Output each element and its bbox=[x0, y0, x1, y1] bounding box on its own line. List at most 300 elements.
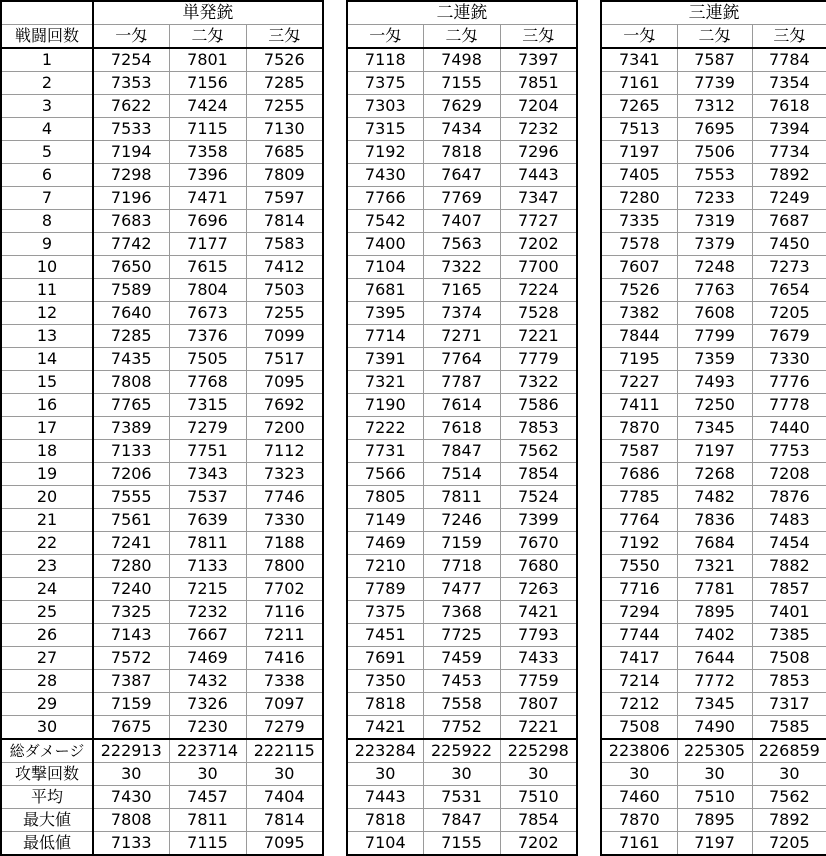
damage-cell: 7202 bbox=[500, 233, 577, 256]
sub-header: 一匁 bbox=[93, 25, 169, 49]
battle-number: 23 bbox=[1, 555, 93, 578]
max-row bbox=[1, 809, 826, 832]
damage-cell: 7793 bbox=[500, 624, 577, 647]
damage-cell: 7526 bbox=[601, 279, 677, 302]
damage-cell: 7513 bbox=[601, 118, 677, 141]
damage-cell: 7853 bbox=[752, 670, 826, 693]
damage-cell: 7639 bbox=[169, 509, 246, 532]
damage-cell: 7188 bbox=[246, 532, 323, 555]
summary-value: 7155 bbox=[423, 832, 500, 856]
damage-cell: 7240 bbox=[93, 578, 169, 601]
damage-cell: 7811 bbox=[169, 532, 246, 555]
spacer-cell bbox=[577, 25, 601, 49]
damage-cell: 7640 bbox=[93, 302, 169, 325]
spacer-cell bbox=[577, 210, 601, 233]
damage-cell: 7133 bbox=[93, 440, 169, 463]
damage-cell: 7279 bbox=[246, 716, 323, 740]
spacer-cell bbox=[323, 716, 347, 740]
damage-cell: 7804 bbox=[169, 279, 246, 302]
damage-cell: 7097 bbox=[246, 693, 323, 716]
battle-number: 8 bbox=[1, 210, 93, 233]
damage-cell: 7255 bbox=[246, 302, 323, 325]
summary-label: 総ダメージ bbox=[1, 739, 93, 763]
damage-cell: 7675 bbox=[93, 716, 169, 740]
summary-value: 7161 bbox=[601, 832, 677, 856]
damage-cell: 7215 bbox=[169, 578, 246, 601]
damage-cell: 7685 bbox=[246, 141, 323, 164]
damage-cell: 7566 bbox=[347, 463, 423, 486]
damage-cell: 7764 bbox=[423, 348, 500, 371]
summary-value: 222913 bbox=[93, 739, 169, 763]
spacer-cell bbox=[323, 578, 347, 601]
damage-cell: 7454 bbox=[752, 532, 826, 555]
table-row bbox=[1, 371, 826, 394]
damage-cell: 7716 bbox=[601, 578, 677, 601]
spacer-cell bbox=[577, 256, 601, 279]
summary-value: 223714 bbox=[169, 739, 246, 763]
damage-cell: 7280 bbox=[601, 187, 677, 210]
damage-cell: 7155 bbox=[423, 72, 500, 95]
damage-cell: 7700 bbox=[500, 256, 577, 279]
battle-number: 1 bbox=[1, 48, 93, 72]
spacer-cell bbox=[577, 417, 601, 440]
battle-number: 7 bbox=[1, 187, 93, 210]
damage-cell: 7330 bbox=[752, 348, 826, 371]
damage-cell: 7892 bbox=[752, 164, 826, 187]
summary-value: 7562 bbox=[752, 786, 826, 809]
damage-cell: 7133 bbox=[169, 555, 246, 578]
damage-cell: 7776 bbox=[752, 371, 826, 394]
damage-cell: 7255 bbox=[246, 95, 323, 118]
damage-cell: 7149 bbox=[347, 509, 423, 532]
damage-cell: 7405 bbox=[601, 164, 677, 187]
damage-cell: 7387 bbox=[93, 670, 169, 693]
battle-number: 13 bbox=[1, 325, 93, 348]
table-row bbox=[1, 279, 826, 302]
damage-cell: 7670 bbox=[500, 532, 577, 555]
damage-cell: 7412 bbox=[246, 256, 323, 279]
damage-cell: 7725 bbox=[423, 624, 500, 647]
damage-cell: 7751 bbox=[169, 440, 246, 463]
battle-number: 12 bbox=[1, 302, 93, 325]
table-row bbox=[1, 693, 826, 716]
damage-cell: 7221 bbox=[500, 716, 577, 740]
damage-cell: 7876 bbox=[752, 486, 826, 509]
damage-cell: 7440 bbox=[752, 417, 826, 440]
summary-value: 225298 bbox=[500, 739, 577, 763]
damage-cell: 7453 bbox=[423, 670, 500, 693]
damage-cell: 7435 bbox=[93, 348, 169, 371]
damage-cell: 7508 bbox=[752, 647, 826, 670]
damage-cell: 7230 bbox=[169, 716, 246, 740]
sub-header: 二匁 bbox=[169, 25, 246, 49]
spacer-cell bbox=[323, 325, 347, 348]
table-row bbox=[1, 302, 826, 325]
summary-label: 攻撃回数 bbox=[1, 763, 93, 786]
spacer-cell bbox=[323, 279, 347, 302]
summary-value: 7205 bbox=[752, 832, 826, 856]
damage-cell: 7115 bbox=[169, 118, 246, 141]
summary-value: 7895 bbox=[677, 809, 752, 832]
damage-cell: 7781 bbox=[677, 578, 752, 601]
damage-cell: 7399 bbox=[500, 509, 577, 532]
spacer-cell bbox=[577, 532, 601, 555]
spacer-cell bbox=[323, 95, 347, 118]
battle-number: 30 bbox=[1, 716, 93, 740]
damage-cell: 7389 bbox=[93, 417, 169, 440]
summary-value: 30 bbox=[601, 763, 677, 786]
damage-cell: 7778 bbox=[752, 394, 826, 417]
damage-cell: 7692 bbox=[246, 394, 323, 417]
damage-cell: 7808 bbox=[93, 371, 169, 394]
summary-value: 30 bbox=[423, 763, 500, 786]
damage-cell: 7192 bbox=[347, 141, 423, 164]
summary-label: 最大値 bbox=[1, 809, 93, 832]
battle-number: 21 bbox=[1, 509, 93, 532]
damage-cell: 7325 bbox=[93, 601, 169, 624]
table-row bbox=[1, 95, 826, 118]
damage-cell: 7644 bbox=[677, 647, 752, 670]
damage-cell: 7232 bbox=[169, 601, 246, 624]
battle-number: 9 bbox=[1, 233, 93, 256]
damage-cell: 7851 bbox=[500, 72, 577, 95]
sub-header: 三匁 bbox=[500, 25, 577, 49]
damage-cell: 7814 bbox=[246, 210, 323, 233]
spacer-cell bbox=[323, 302, 347, 325]
damage-cell: 7537 bbox=[169, 486, 246, 509]
damage-cell: 7882 bbox=[752, 555, 826, 578]
spacer-cell bbox=[577, 440, 601, 463]
damage-cell: 7359 bbox=[677, 348, 752, 371]
damage-cell: 7322 bbox=[500, 371, 577, 394]
spacer-cell bbox=[323, 72, 347, 95]
spacer-cell bbox=[323, 509, 347, 532]
damage-cell: 7482 bbox=[677, 486, 752, 509]
summary-value: 7133 bbox=[93, 832, 169, 856]
damage-cell: 7801 bbox=[169, 48, 246, 72]
damage-cell: 7345 bbox=[677, 693, 752, 716]
damage-cell: 7326 bbox=[169, 693, 246, 716]
damage-cell: 7691 bbox=[347, 647, 423, 670]
average-row bbox=[1, 786, 826, 809]
spacer-cell bbox=[323, 187, 347, 210]
spacer-cell bbox=[577, 118, 601, 141]
summary-value: 7892 bbox=[752, 809, 826, 832]
damage-cell: 7382 bbox=[601, 302, 677, 325]
damage-cell: 7208 bbox=[752, 463, 826, 486]
damage-cell: 7734 bbox=[752, 141, 826, 164]
damage-cell: 7542 bbox=[347, 210, 423, 233]
damage-cell: 7498 bbox=[423, 48, 500, 72]
damage-cell: 7503 bbox=[246, 279, 323, 302]
battle-number: 10 bbox=[1, 256, 93, 279]
battle-number: 26 bbox=[1, 624, 93, 647]
damage-cell: 7714 bbox=[347, 325, 423, 348]
damage-cell: 7765 bbox=[93, 394, 169, 417]
damage-cell: 7210 bbox=[347, 555, 423, 578]
damage-cell: 7156 bbox=[169, 72, 246, 95]
table-row bbox=[1, 233, 826, 256]
damage-cell: 7459 bbox=[423, 647, 500, 670]
damage-cell: 7597 bbox=[246, 187, 323, 210]
spacer-cell bbox=[323, 1, 347, 25]
summary-label: 最低値 bbox=[1, 832, 93, 856]
group-header-row bbox=[1, 1, 826, 25]
spacer-cell bbox=[577, 486, 601, 509]
table-row bbox=[1, 555, 826, 578]
sub-header: 三匁 bbox=[246, 25, 323, 49]
damage-cell: 7116 bbox=[246, 601, 323, 624]
damage-cell: 7847 bbox=[423, 440, 500, 463]
damage-cell: 7402 bbox=[677, 624, 752, 647]
damage-cell: 7212 bbox=[601, 693, 677, 716]
battle-number: 15 bbox=[1, 371, 93, 394]
spacer-cell bbox=[577, 279, 601, 302]
damage-cell: 7857 bbox=[752, 578, 826, 601]
damage-cell: 7177 bbox=[169, 233, 246, 256]
damage-cell: 7432 bbox=[169, 670, 246, 693]
battle-number: 14 bbox=[1, 348, 93, 371]
damage-cell: 7200 bbox=[246, 417, 323, 440]
damage-cell: 7680 bbox=[500, 555, 577, 578]
damage-cell: 7744 bbox=[601, 624, 677, 647]
damage-cell: 7312 bbox=[677, 95, 752, 118]
spacer-cell bbox=[577, 141, 601, 164]
damage-cell: 7214 bbox=[601, 670, 677, 693]
damage-cell: 7159 bbox=[423, 532, 500, 555]
spacer-cell bbox=[577, 509, 601, 532]
damage-cell: 7508 bbox=[601, 716, 677, 740]
damage-cell: 7683 bbox=[93, 210, 169, 233]
damage-cell: 7400 bbox=[347, 233, 423, 256]
damage-cell: 7248 bbox=[677, 256, 752, 279]
damage-cell: 7358 bbox=[169, 141, 246, 164]
spacer-cell bbox=[577, 716, 601, 740]
spacer-cell bbox=[577, 325, 601, 348]
battle-number: 16 bbox=[1, 394, 93, 417]
summary-value: 7531 bbox=[423, 786, 500, 809]
damage-cell: 7195 bbox=[601, 348, 677, 371]
damage-cell: 7354 bbox=[752, 72, 826, 95]
summary-value: 7104 bbox=[347, 832, 423, 856]
damage-cell: 7471 bbox=[169, 187, 246, 210]
summary-value: 30 bbox=[93, 763, 169, 786]
damage-cell: 7695 bbox=[677, 118, 752, 141]
damage-cell: 7727 bbox=[500, 210, 577, 233]
spacer-cell bbox=[323, 394, 347, 417]
battle-count-header: 戦闘回数 bbox=[1, 25, 93, 49]
summary-value: 7197 bbox=[677, 832, 752, 856]
damage-cell: 7618 bbox=[752, 95, 826, 118]
table-row bbox=[1, 486, 826, 509]
spacer-cell bbox=[577, 164, 601, 187]
summary-value: 225305 bbox=[677, 739, 752, 763]
spacer-cell bbox=[323, 601, 347, 624]
damage-cell: 7254 bbox=[93, 48, 169, 72]
damage-cell: 7587 bbox=[601, 440, 677, 463]
damage-cell: 7702 bbox=[246, 578, 323, 601]
damage-cell: 7563 bbox=[423, 233, 500, 256]
table-row bbox=[1, 256, 826, 279]
damage-cell: 7769 bbox=[423, 187, 500, 210]
spacer-cell bbox=[323, 25, 347, 49]
damage-cell: 7338 bbox=[246, 670, 323, 693]
damage-cell: 7764 bbox=[601, 509, 677, 532]
damage-cell: 7561 bbox=[93, 509, 169, 532]
damage-cell: 7870 bbox=[601, 417, 677, 440]
damage-cell: 7443 bbox=[500, 164, 577, 187]
damage-cell: 7430 bbox=[347, 164, 423, 187]
spacer-cell bbox=[323, 440, 347, 463]
table-row bbox=[1, 440, 826, 463]
battle-number: 19 bbox=[1, 463, 93, 486]
spacer-cell bbox=[323, 164, 347, 187]
damage-cell: 7211 bbox=[246, 624, 323, 647]
summary-value: 7847 bbox=[423, 809, 500, 832]
spacer-cell bbox=[323, 763, 347, 786]
spacer-cell bbox=[577, 1, 601, 25]
spacer-cell bbox=[323, 463, 347, 486]
spacer-cell bbox=[577, 786, 601, 809]
damage-cell: 7785 bbox=[601, 486, 677, 509]
table-row bbox=[1, 417, 826, 440]
damage-cell: 7433 bbox=[500, 647, 577, 670]
damage-cell: 7396 bbox=[169, 164, 246, 187]
table-row bbox=[1, 210, 826, 233]
damage-cell: 7353 bbox=[93, 72, 169, 95]
summary-value: 225922 bbox=[423, 739, 500, 763]
group-header-single: 単発銃 bbox=[93, 1, 323, 25]
damage-cell: 7629 bbox=[423, 95, 500, 118]
table-body bbox=[1, 1, 826, 855]
damage-cell: 7622 bbox=[93, 95, 169, 118]
spacer-cell bbox=[323, 48, 347, 72]
spacer-cell bbox=[577, 693, 601, 716]
damage-cell: 7421 bbox=[347, 716, 423, 740]
damage-cell: 7673 bbox=[169, 302, 246, 325]
spacer-cell bbox=[577, 348, 601, 371]
damage-cell: 7818 bbox=[347, 693, 423, 716]
damage-cell: 7394 bbox=[752, 118, 826, 141]
damage-cell: 7553 bbox=[677, 164, 752, 187]
damage-cell: 7562 bbox=[500, 440, 577, 463]
spacer-cell bbox=[577, 624, 601, 647]
spacer-cell bbox=[577, 95, 601, 118]
summary-value: 223806 bbox=[601, 739, 677, 763]
battle-number: 20 bbox=[1, 486, 93, 509]
damage-cell: 7784 bbox=[752, 48, 826, 72]
summary-value: 223284 bbox=[347, 739, 423, 763]
summary-value: 222115 bbox=[246, 739, 323, 763]
damage-cell: 7397 bbox=[500, 48, 577, 72]
battle-number: 5 bbox=[1, 141, 93, 164]
spacer-cell bbox=[577, 578, 601, 601]
summary-value: 7095 bbox=[246, 832, 323, 856]
attack-count-row bbox=[1, 763, 826, 786]
damage-cell: 7667 bbox=[169, 624, 246, 647]
damage-cell: 7197 bbox=[677, 440, 752, 463]
table-row bbox=[1, 187, 826, 210]
damage-cell: 7263 bbox=[500, 578, 577, 601]
spacer-cell bbox=[577, 302, 601, 325]
damage-cell: 7099 bbox=[246, 325, 323, 348]
spacer-cell bbox=[577, 233, 601, 256]
damage-cell: 7197 bbox=[601, 141, 677, 164]
summary-value: 7870 bbox=[601, 809, 677, 832]
damage-cell: 7315 bbox=[347, 118, 423, 141]
sub-header: 二匁 bbox=[677, 25, 752, 49]
damage-cell: 7451 bbox=[347, 624, 423, 647]
damage-cell: 7550 bbox=[601, 555, 677, 578]
damage-cell: 7686 bbox=[601, 463, 677, 486]
damage-cell: 7161 bbox=[601, 72, 677, 95]
group-header-triple: 三連銃 bbox=[601, 1, 826, 25]
damage-cell: 7159 bbox=[93, 693, 169, 716]
damage-cell: 7268 bbox=[677, 463, 752, 486]
spacer-cell bbox=[323, 118, 347, 141]
damage-cell: 7232 bbox=[500, 118, 577, 141]
damage-cell: 7335 bbox=[601, 210, 677, 233]
summary-value: 30 bbox=[500, 763, 577, 786]
damage-cell: 7246 bbox=[423, 509, 500, 532]
damage-cell: 7285 bbox=[93, 325, 169, 348]
spacer-cell bbox=[577, 48, 601, 72]
summary-value: 7818 bbox=[347, 809, 423, 832]
damage-cell: 7524 bbox=[500, 486, 577, 509]
damage-cell: 7585 bbox=[752, 716, 826, 740]
damage-cell: 7130 bbox=[246, 118, 323, 141]
spacer-cell bbox=[323, 256, 347, 279]
damage-cell: 7375 bbox=[347, 601, 423, 624]
damage-cell: 7681 bbox=[347, 279, 423, 302]
damage-cell: 7533 bbox=[93, 118, 169, 141]
damage-cell: 7759 bbox=[500, 670, 577, 693]
damage-cell: 7469 bbox=[169, 647, 246, 670]
damage-cell: 7112 bbox=[246, 440, 323, 463]
damage-cell: 7321 bbox=[677, 555, 752, 578]
damage-cell: 7343 bbox=[169, 463, 246, 486]
damage-cell: 7224 bbox=[500, 279, 577, 302]
sub-header-row bbox=[1, 25, 826, 49]
damage-cell: 7273 bbox=[752, 256, 826, 279]
spacer-cell bbox=[577, 739, 601, 763]
damage-cell: 7450 bbox=[752, 233, 826, 256]
spacer-cell bbox=[577, 832, 601, 856]
sub-header: 一匁 bbox=[347, 25, 423, 49]
damage-cell: 7742 bbox=[93, 233, 169, 256]
damage-cell: 7271 bbox=[423, 325, 500, 348]
damage-cell: 7789 bbox=[347, 578, 423, 601]
spacer-cell bbox=[577, 371, 601, 394]
spacer-cell bbox=[577, 809, 601, 832]
damage-cell: 7615 bbox=[169, 256, 246, 279]
damage-cell: 7493 bbox=[677, 371, 752, 394]
damage-cell: 7190 bbox=[347, 394, 423, 417]
spacer-cell bbox=[577, 72, 601, 95]
summary-label: 平均 bbox=[1, 786, 93, 809]
battle-number: 4 bbox=[1, 118, 93, 141]
damage-cell: 7341 bbox=[601, 48, 677, 72]
damage-cell: 7766 bbox=[347, 187, 423, 210]
damage-cell: 7679 bbox=[752, 325, 826, 348]
damage-cell: 7483 bbox=[752, 509, 826, 532]
battle-number: 24 bbox=[1, 578, 93, 601]
table-row bbox=[1, 601, 826, 624]
spacer-cell bbox=[323, 832, 347, 856]
damage-cell: 7807 bbox=[500, 693, 577, 716]
summary-value: 7510 bbox=[677, 786, 752, 809]
damage-cell: 7192 bbox=[601, 532, 677, 555]
